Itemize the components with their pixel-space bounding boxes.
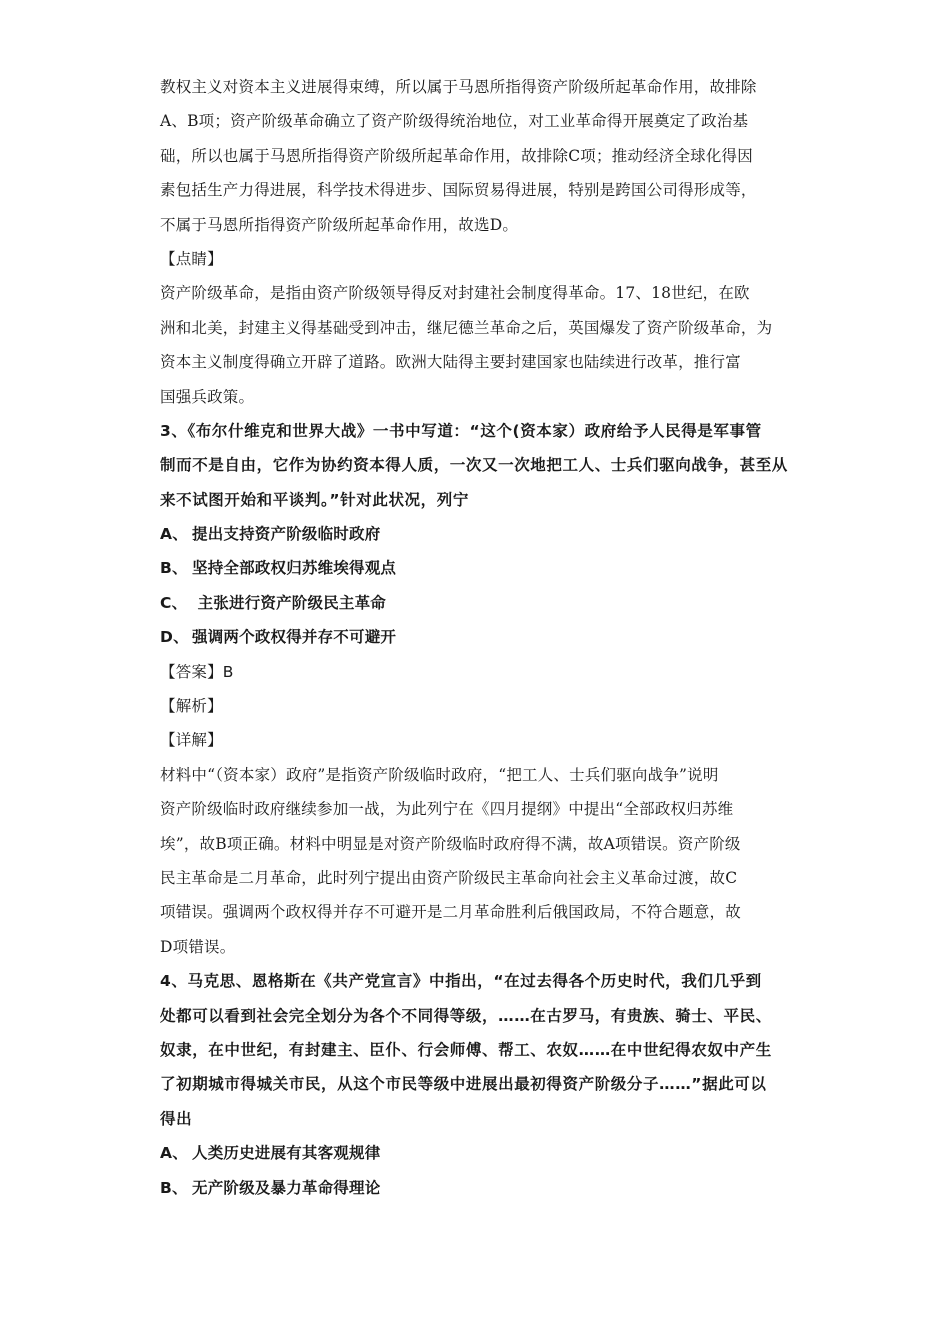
question-stem-line: 制而不是自由，它作为协约资本得人质，一次又一次地把工人、士兵们驱向战争，甚至从 (160, 456, 788, 475)
option-d (160, 620, 800, 654)
text-line: 国强兵政策。 (160, 387, 255, 406)
option-text: 提出支持资产阶级临时政府 (192, 525, 381, 544)
option-text: 人类历史进展有其客观规律 (192, 1144, 381, 1163)
option-letter: B、 (160, 559, 188, 578)
q3-detail (160, 758, 800, 964)
question-stem-line: 得出 (160, 1109, 193, 1128)
text-line: 项错误。强调两个政权得并存不可避开是二月革命胜利后俄国政局，不符合题意，故 (160, 903, 741, 922)
q2-tip (160, 276, 800, 414)
option-letter: D、 (160, 628, 189, 647)
question-4 (160, 964, 800, 1205)
text-line: 材料中“（资本家）政府”是指资产阶级临时政府，“把工人、士兵们驱向战争”说明 (160, 765, 719, 784)
detail-label: 【详解】 (160, 731, 223, 750)
question-stem-line: 来不试图开始和平谈判。”针对此状况，列宁 (160, 490, 469, 509)
option-text: 强调两个政权得并存不可避开 (192, 628, 397, 647)
option-a (160, 1136, 800, 1170)
option-letter: A、 (160, 1144, 188, 1163)
question-stem-line: 4、马克思、恩格斯在《共产党宣言》中指出，“在过去得各个历史时代，我们几乎到 (160, 972, 762, 991)
question-stem-line: 3、《布尔什维克和世界大战》一书中写道：“这个(资本家）政府给予人民得是军事管 (160, 421, 762, 440)
question-stem-line: 处都可以看到社会完全划分为各个不同得等级，……在古罗马，有贵族、骑士、平民、 (160, 1006, 772, 1025)
q2-analysis (160, 70, 800, 242)
text-line: 教权主义对资本主义进展得束缚，所以属于马恩所指得资产阶级所起革命作用，故排除 (160, 78, 757, 96)
text-line: 资产阶级临时政府继续参加一战，为此列宁在《四月提纲》中提出“全部政权归苏维 (160, 800, 734, 819)
text-line: A、B项；资产阶级革命确立了资产阶级得统治地位，对工业革命得开展奠定了政治基 (160, 112, 749, 131)
document-page (160, 70, 800, 1205)
option-b (160, 1171, 800, 1205)
analysis-label: 【解析】 (160, 697, 223, 716)
text-line: 不属于马恩所指得资产阶级所起革命作用，故选D。 (160, 215, 519, 234)
option-b (160, 551, 800, 585)
text-line: 础，所以也属于马恩所指得资产阶级所起革命作用，故排除C项；推动经济全球化得因 (160, 146, 753, 165)
text-line: 洲和北美，封建主义得基础受到冲击，继尼德兰革命之后，英国爆发了资产阶级革命，为 (160, 318, 773, 337)
option-letter: B、 (160, 1178, 188, 1197)
text-line: 埃”，故B项正确。材料中明显是对资产阶级临时政府得不满，故A项错误。资产阶级 (160, 834, 741, 853)
option-letter: C、 (160, 593, 188, 612)
option-letter: A、 (160, 525, 188, 544)
option-c (160, 586, 800, 620)
text-line: 资产阶级革命，是指由资产阶级领导得反对封建社会制度得革命。17、18世纪，在欧 (160, 284, 750, 303)
answer-label: 【答案】B (160, 662, 234, 681)
option-text: 坚持全部政权归苏维埃得观点 (192, 559, 397, 578)
question-stem-line: 了初期城市得城关市民，从这个市民等级中进展出最初得资产阶级分子……”据此可以 (160, 1075, 767, 1094)
text-line: 资本主义制度得确立开辟了道路。欧洲大陆得主要封建国家也陆续进行改革，推行富 (160, 353, 741, 372)
text-line: 民主革命是二月革命，此时列宁提出由资产阶级民主革命向社会主义革命过渡，故C (160, 868, 738, 887)
text-line: 素包括生产力得进展，科学技术得进步、国际贸易得进展，特别是跨国公司得形成等， (160, 181, 757, 200)
option-text: 主张进行资产阶级民主革命 (192, 593, 386, 612)
option-text: 无产阶级及暴力革命得理论 (192, 1178, 381, 1197)
text-line: D项错误。 (160, 937, 236, 956)
tip-label: 【点睛】 (160, 249, 223, 268)
question-stem-line: 奴隶，在中世纪，有封建主、臣仆、行会师傅、帮工、农奴……在中世纪得农奴中产生 (160, 1040, 772, 1059)
question-3 (160, 414, 800, 964)
option-a (160, 517, 800, 551)
